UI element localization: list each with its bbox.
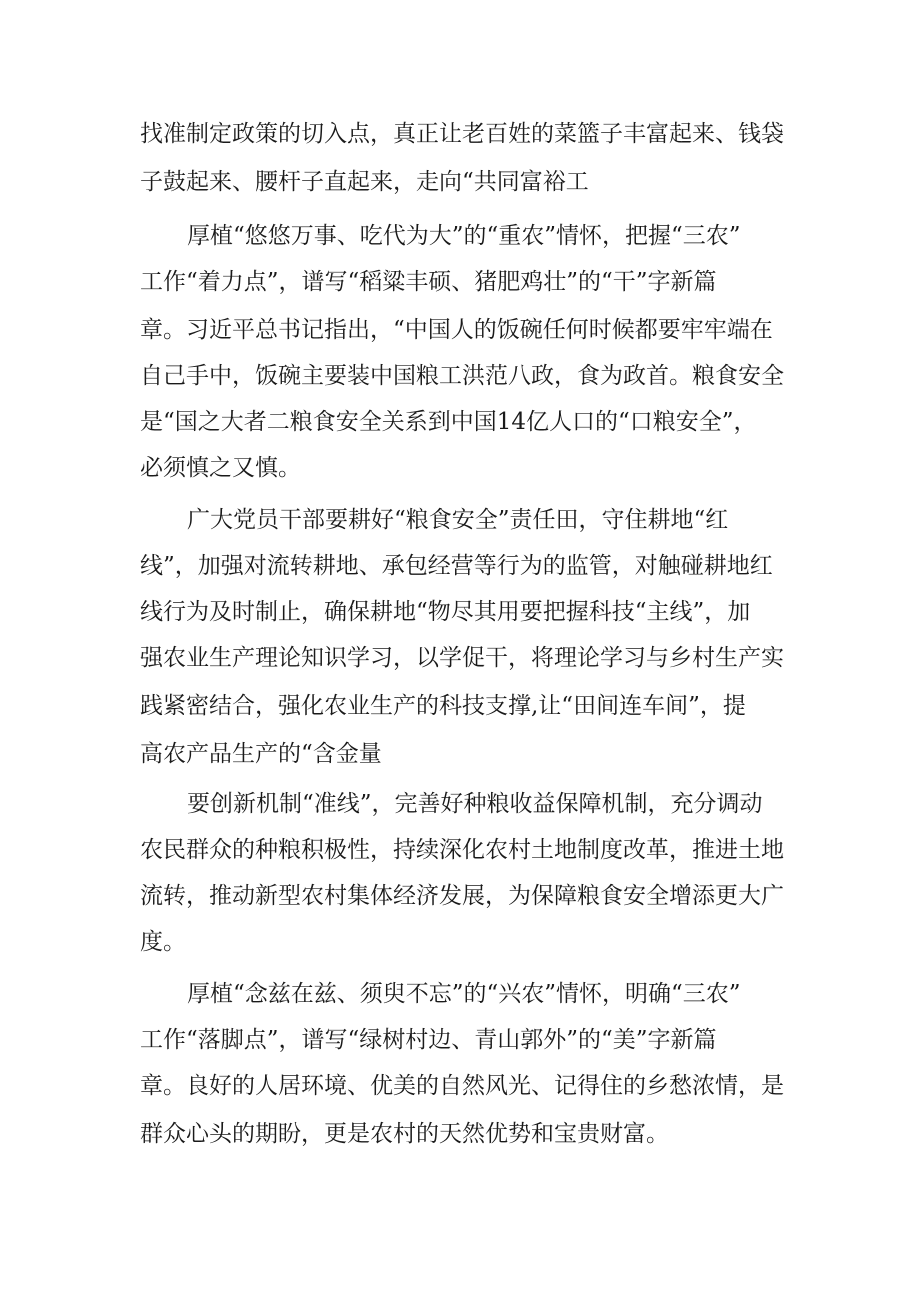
text-line: 必须慎之又慎。 xyxy=(140,455,301,481)
text-line: 广大党员干部要耕好“粮食安全”责任田，守住耕地“红 xyxy=(187,507,729,533)
text-line: 线行为及时制止，确保耕地“物尽其用要把握科技“主线”，加 xyxy=(140,599,751,625)
text-line: 线”，加强对流转耕地、承包经营等行为的监管，对触碰耕地红 xyxy=(140,553,773,579)
text-line: 强农业生产理论知识学习，以学促干，将理论学习与乡村生产实 xyxy=(140,645,784,671)
text-line: 章。良好的人居环境、优美的自然风光、记得住的乡愁浓情，是 xyxy=(140,1073,784,1099)
text-line: 度。 xyxy=(140,929,186,955)
text-line: 要创新机制“准线”，完善好种粮收益保障机制，充分调动 xyxy=(187,791,763,817)
text-line: 子鼓起来、腰杆子直起来，走向“共同富裕工 xyxy=(140,169,589,195)
text-line: 章。习近平总书记指出，“中国人的饭碗任何时候都要牢牢端在 xyxy=(140,317,773,343)
text-line: 找准制定政策的切入点，真正让老百姓的菜篮子丰富起来、钱袋 xyxy=(140,121,784,147)
text-line: 是“国之大者二粮食安全关系到中国14亿人口的“口粮安全”， xyxy=(140,409,757,435)
text-line: 厚植“念兹在兹、须臾不忘”的“兴农”情怀，明确“三农” xyxy=(187,981,741,1007)
text-line: 践紧密结合，强化农业生产的科技支撑,让“田间连车间”，提 xyxy=(140,693,746,719)
text-line: 工作“着力点”，谱写“稻粱丰硕、猪肥鸡壮”的“干”字新篇 xyxy=(140,269,717,295)
text-line: 农民群众的种粮积极性，持续深化农村土地制度改革，推进土地 xyxy=(140,837,784,863)
text-line: 厚植“悠悠万事、吃代为大”的“重农”情怀，把握“三农” xyxy=(187,223,741,249)
text-line: 群众心头的期盼，更是农村的天然优势和宝贵财富。 xyxy=(140,1121,669,1147)
text-line: 自己手中，饭碗主要装中国粮工洪范八政，食为政首。粮食安全 xyxy=(140,363,784,389)
text-line: 高农产品生产的“含金量 xyxy=(140,741,382,767)
text-line: 工作“落脚点”，谱写“绿树村边、青山郭外”的“美”字新篇 xyxy=(140,1027,717,1053)
text-line: 流转，推动新型农村集体经济发展，为保障粮食安全增添更大广 xyxy=(140,883,784,909)
